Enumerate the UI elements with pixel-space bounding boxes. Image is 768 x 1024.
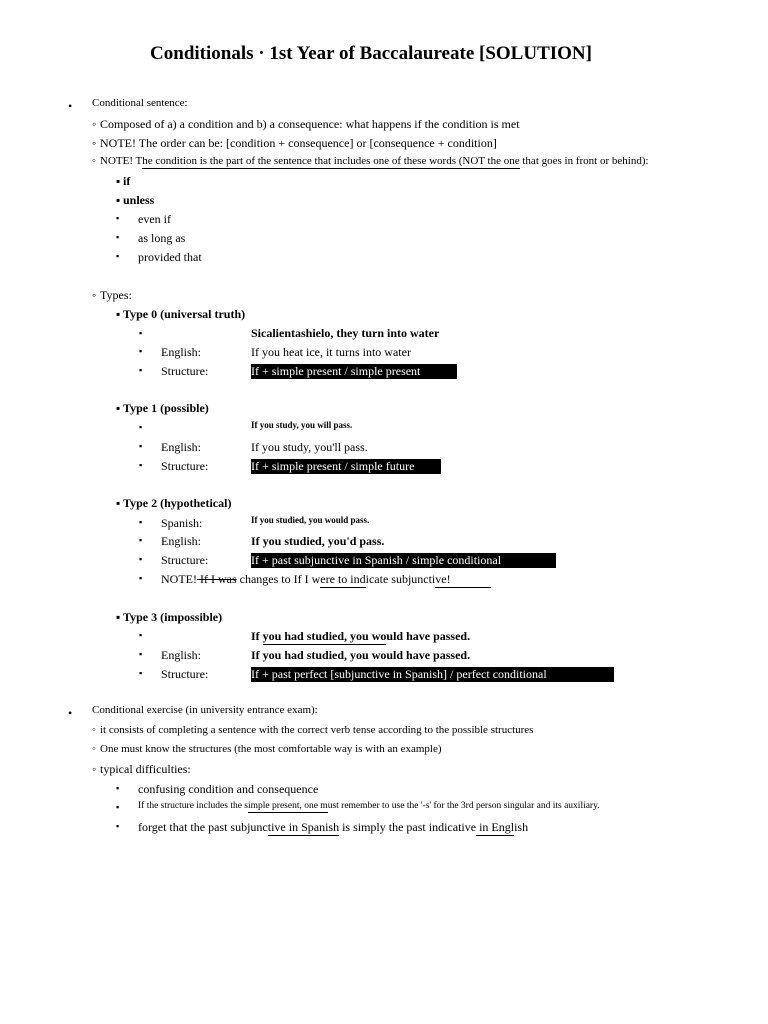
type3-structure: If + past perfect [subjunctive in Spanish] / perfect conditional xyxy=(251,667,614,682)
bullet-small: ▪ xyxy=(116,232,120,242)
type0-example: Sicalientashielo, they turn into water xyxy=(251,326,440,340)
type2-spanish: If you studied, you would pass. xyxy=(251,515,370,525)
bullet-small: ▪ xyxy=(139,630,143,640)
bullet-small: ▪ xyxy=(139,460,143,470)
bullet-small: ▪ xyxy=(139,422,143,432)
bullet-small: ▪ xyxy=(116,783,120,793)
bullet-small: ▪ xyxy=(116,821,120,831)
bullet-small: ▪ xyxy=(139,328,143,338)
order-note: NOTE! The order can be: [condition + consequence] or [consequence + condition] xyxy=(100,136,497,150)
bullet-small: ▪ xyxy=(139,346,143,356)
type1-structure-label: Structure: xyxy=(161,459,209,473)
bullet-small: ▪ xyxy=(139,649,143,659)
bullet-small: ▪ xyxy=(139,365,143,375)
bullet-square: ▪ xyxy=(116,401,121,415)
type0-structure-label: Structure: xyxy=(161,364,209,378)
type1-heading: Type 1 (possible) xyxy=(123,401,209,415)
exercise-line-2: One must know the structures (the most comfortable way is with an example) xyxy=(100,743,442,755)
word-unless: unless xyxy=(123,193,155,207)
bullet-circle: ◦ xyxy=(92,288,97,302)
type0-heading: Type 0 (universal truth) xyxy=(123,307,246,321)
bullet-circle: ◦ xyxy=(92,136,97,150)
section-heading-conditional-sentence: Conditional sentence: xyxy=(92,97,188,109)
word-provided-that: provided that xyxy=(138,250,202,264)
bullet-small: ▪ xyxy=(139,535,143,545)
bullet-small: ▪ xyxy=(116,802,120,812)
bullet-filled: • xyxy=(68,99,73,113)
difficulty-1: confusing condition and consequence xyxy=(138,782,319,796)
difficulty-2: If the structure includes the simple present, one must remember to use the '-s' for the 3rd person singular and its auxiliary. xyxy=(138,801,600,811)
type1-english: If you study, you'll pass. xyxy=(251,440,368,454)
bullet-square: ▪ xyxy=(116,193,121,207)
type3-english: If you had studied, you would have passed. xyxy=(251,648,471,662)
type3-example: If you had studied, you would have passed. xyxy=(251,629,471,643)
bullet-square: ▪ xyxy=(116,496,121,510)
bullet-square: ▪ xyxy=(116,307,121,321)
type3-heading: Type 3 (impossible) xyxy=(123,610,223,624)
exercise-line-1: it consists of completing a sentence with the correct verb tense according to the possible structures xyxy=(100,724,534,736)
type2-heading: Type 2 (hypothetical) xyxy=(123,496,232,510)
page-title: Conditionals · 1st Year of Baccalaureate [SOLUTION] xyxy=(150,43,592,64)
type0-english-label: English: xyxy=(161,345,202,359)
bullet-square: ▪ xyxy=(116,174,121,188)
bullet-small: ▪ xyxy=(139,573,143,583)
bullet-filled: • xyxy=(68,706,73,720)
bullet-small: ▪ xyxy=(139,668,143,678)
type1-english-label: English: xyxy=(161,440,202,454)
type2-english: If you studied, you'd pass. xyxy=(251,534,385,548)
bullet-circle: ◦ xyxy=(92,724,96,736)
type3-structure-label: Structure: xyxy=(161,667,209,681)
bullet-circle: ◦ xyxy=(92,762,97,776)
type2-structure-label: Structure: xyxy=(161,553,209,567)
bullet-circle: ◦ xyxy=(92,743,96,755)
word-even-if: even if xyxy=(138,212,171,226)
bullet-circle: ◦ xyxy=(92,117,97,131)
type2-note: NOTE! If I was changes to If I were to indicate subjunctive! xyxy=(161,573,491,585)
bullet-small: ▪ xyxy=(139,554,143,564)
bullet-small: ▪ xyxy=(139,441,143,451)
bullet-small: ▪ xyxy=(116,251,120,261)
type2-english-label: English: xyxy=(161,534,202,548)
bullet-small: ▪ xyxy=(139,517,143,527)
word-as-long-as: as long as xyxy=(138,231,186,245)
difficulty-3: forget that the past subjunctive in Spanish is simply the past indicative in English xyxy=(138,820,529,834)
word-if: if xyxy=(123,174,131,188)
type1-example: If you study, you will pass. xyxy=(251,420,353,430)
type1-structure: If + simple present / simple future xyxy=(251,459,441,474)
types-label: Types: xyxy=(100,288,132,302)
composed-text: Composed of a) a condition and b) a consequence: what happens if the condition is met xyxy=(100,117,520,131)
condition-note: NOTE! The condition is the part of the sentence that includes one of these words (NOT the one that goes in front or behind): xyxy=(100,155,649,167)
type0-structure: If + simple present / simple present xyxy=(251,364,457,379)
type0-english: If you heat ice, it turns into water xyxy=(251,345,411,359)
bullet-circle: ◦ xyxy=(92,155,96,167)
bullet-square: ▪ xyxy=(116,610,121,624)
type2-spanish-label: Spanish: xyxy=(161,516,203,530)
section-heading-exercise: Conditional exercise (in university entrance exam): xyxy=(92,704,318,716)
exercise-line-3: typical difficulties: xyxy=(100,762,191,776)
bullet-small: ▪ xyxy=(116,213,120,223)
type3-english-label: English: xyxy=(161,648,202,662)
type2-structure: If + past subjunctive in Spanish / simple conditional xyxy=(251,553,556,568)
